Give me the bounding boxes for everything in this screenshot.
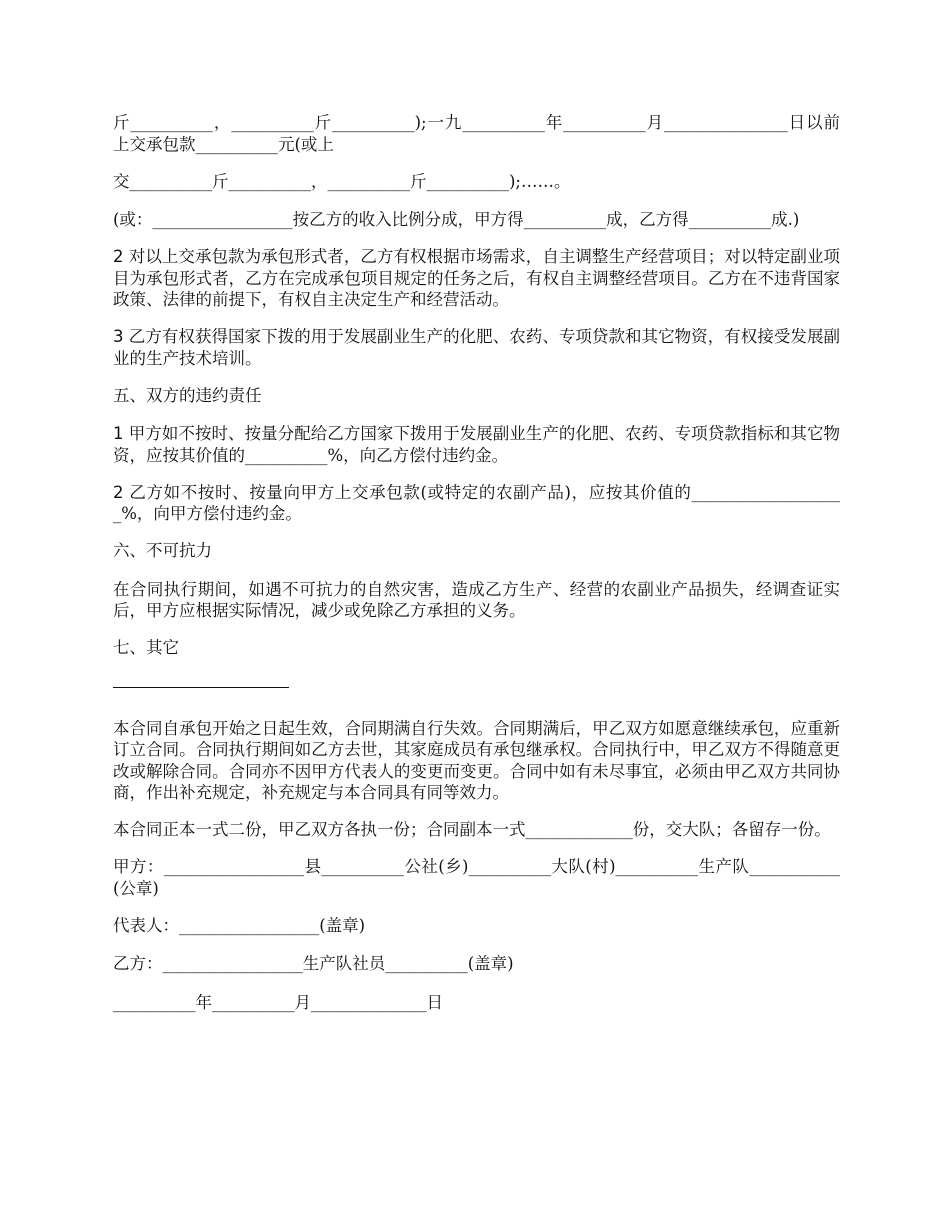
representative-signature-line: 代表人：_________________(盖章) xyxy=(113,915,366,935)
clause-5-1 xyxy=(113,423,840,466)
party-b-signature-line: 乙方：_________________生产队社员__________(盖章) xyxy=(113,954,514,973)
clause-text: 乙方如不按时、按量向甲方上交承包款(或特定的农副产品)，应按其价值的___________________%，向甲方偿付违约金。 xyxy=(113,482,840,523)
clause-4-2 xyxy=(113,246,840,311)
force-majeure-paragraph: 在合同执行期间，如遇不可抗力的自然灾害，造成乙方生产、经营的农副业产品损失，经调查证实后，甲方应根据实际情况，减少或免除乙方承担的义务。 xyxy=(113,579,840,620)
clause-text: 对以上交承包款为承包形式者，乙方有权根据市场需求，自主调整生产经营项目；对以特定副业项目为承包形式者，乙方在完成承包项目规定的任务之后，有权自主调整经营项目。乙方在不违背国家政策、法律的前提下，有权自主决定生产和经营活动。 xyxy=(113,247,841,309)
section-heading-force-majeure: 六、不可抗力 xyxy=(113,541,212,560)
clause-number: 1 xyxy=(113,424,124,443)
section-heading-breach: 五、双方的违约责任 xyxy=(113,385,262,405)
tribute-schedule-paragraph: 斤__________，__________斤__________);一九__________年__________月_______________日以前上交承包款__________元(或上 xyxy=(113,113,840,154)
divider-line xyxy=(113,687,289,688)
effectiveness-paragraph: 本合同自承包开始之日起生效，合同期满自行失效。合同期满后，甲乙双方如愿意继续承包，应重新订立合同。合同执行期间如乙方去世，其家庭成员有承包继承权。合同执行中，甲乙双方不得随意更改或解除合同。合同亦不因甲方代表人的变更而变更。合同中如有未尽事宜，必须由甲乙双方共同协商，作出补充规定，补充规定与本合同具有同等效力。 xyxy=(113,718,840,802)
clause-number: 2 xyxy=(113,247,124,266)
clause-4-3 xyxy=(113,326,840,369)
party-a-signature-line: 甲方：_________________县__________公社(乡)__________大队(村)__________生产队___________(公章) xyxy=(113,857,840,898)
clause-number: 3 xyxy=(113,327,124,346)
date-line: __________年__________月______________日 xyxy=(113,992,443,1012)
clause-5-2 xyxy=(113,482,840,525)
clause-text: 甲方如不按时、按量分配给乙方国家下拨用于发展副业生产的化肥、农药、专项贷款指标和其它物资，应按其价值的__________%，向乙方偿付违约金。 xyxy=(113,424,841,465)
copies-paragraph: 本合同正本一式二份，甲乙双方各执一份；合同副本一式_____________份，交大队；各留存一份。 xyxy=(113,820,831,839)
income-share-paragraph: (或：_________________按乙方的收入比例分成，甲方得__________成，乙方得__________成.) xyxy=(113,210,800,229)
section-heading-other: 七、其它 xyxy=(113,638,179,657)
tribute-schedule-continued: 交__________斤__________，__________斤__________);……。 xyxy=(113,171,571,191)
contract-page xyxy=(113,112,840,1030)
clause-text: 乙方有权获得国家下拨的用于发展副业生产的化肥、农药、专项贷款和其它物资，有权接受发展副业的生产技术培训。 xyxy=(113,327,841,368)
clause-number: 2 xyxy=(113,482,124,502)
